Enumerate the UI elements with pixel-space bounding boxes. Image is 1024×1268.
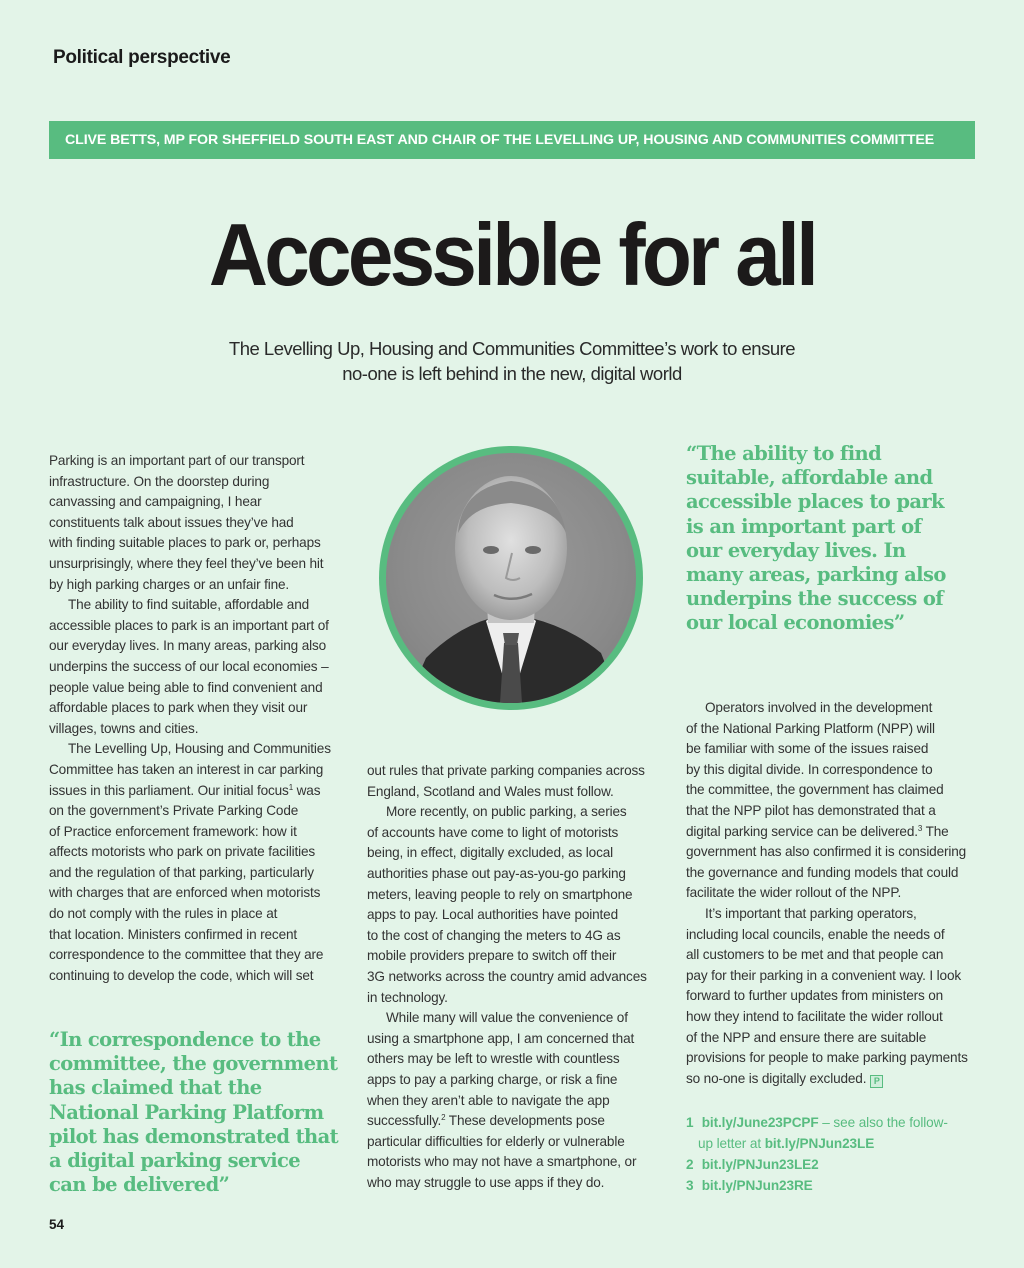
text-fragment: so no-one is digitally excluded. [686, 1070, 867, 1086]
text-line: that the NPP pilot has demonstrated that a [686, 802, 936, 818]
text-line: by high parking charges or an unfair fine. [49, 576, 290, 592]
text-line: the governance and funding models that could [686, 864, 959, 880]
footnote-1-continuation [686, 1133, 948, 1154]
footnote-number: 2 [686, 1157, 694, 1172]
text-line: being, in effect, digitally excluded, as local [367, 845, 613, 861]
text-fragment: These developments pose [445, 1113, 605, 1129]
text-line: mobile providers prepare to switch off their [367, 948, 617, 964]
footnote-3 [686, 1175, 948, 1196]
text-line: with finding suitable places to park or, perhaps [49, 535, 321, 551]
paragraph [367, 761, 667, 802]
text-line: do not comply with the rules in place at [49, 906, 278, 922]
standfirst-line: no-one is left behind in the new, digital world [342, 363, 682, 384]
text-line: of the National Parking Platform (NPP) will [686, 720, 935, 736]
text-line: apps to pay a parking charge, or risk a fine [367, 1071, 618, 1087]
text-fragment: successfully. [367, 1113, 442, 1129]
footnote-link[interactable]: bit.ly/PNJun23LE [764, 1136, 875, 1151]
text-line: affects motorists who park on private facilities [49, 844, 316, 860]
text-line: accessible places to park is an important part of [49, 617, 329, 633]
text-line [686, 1069, 986, 1090]
text-line: government has also confirmed it is considering [686, 844, 967, 860]
text-line: by this digital divide. In correspondence to [686, 761, 933, 777]
text-line: While many will value the convenience of [386, 1010, 628, 1026]
headline: Accessible for all [208, 205, 816, 304]
footnote-ref-2: 2 [441, 1113, 446, 1123]
text-line: people value being able to find convenient and [49, 679, 323, 695]
text-line: our everyday lives. In many areas, parking also [49, 638, 327, 654]
quote-line: a digital parking service [49, 1149, 301, 1173]
footnote-link[interactable]: bit.ly/June23PCPF [701, 1115, 819, 1130]
text-line: affordable places to park when they visit our [49, 700, 308, 716]
quote-line: has claimed that the [49, 1076, 262, 1100]
text-line: The ability to find suitable, affordable and [68, 597, 310, 613]
text-line [49, 781, 349, 802]
text-line: facilitate the wider rollout of the NPP. [686, 885, 902, 901]
footnote-ref-1: 1 [288, 782, 294, 792]
text-fragment: The [922, 823, 949, 839]
quote-line: committee, the government [49, 1052, 338, 1076]
quote-line: is an important part of [686, 514, 922, 538]
text-line: unsurprisingly, where they feel they’ve been hit [49, 555, 324, 571]
text-line: Committee has taken an interest in car parking [49, 761, 324, 777]
paragraph [49, 739, 349, 986]
section-label: Political perspective [53, 47, 231, 68]
text-line: when they aren’t able to navigate the app [367, 1092, 610, 1108]
article-column-3 [686, 698, 986, 1089]
byline-text: CLIVE BETTS, MP FOR SHEFFIELD SOUTH EAST AND CHAIR OF THE LEVELLING UP, HOUSING AND COMMUNITIES COMMITTEE [65, 132, 935, 148]
text-line: of accounts have come to light of motorists [367, 824, 619, 840]
text-line: motorists who may not have a smartphone, or [367, 1154, 637, 1170]
text-line: using a smartphone app, I am concerned that [367, 1030, 635, 1046]
parking-end-mark-icon: P [870, 1075, 883, 1088]
byline-banner [49, 121, 975, 159]
text-line: underpins the success of our local economies – [49, 658, 329, 674]
standfirst-line: The Levelling Up, Housing and Communities Committee’s work to ensure [228, 338, 796, 359]
paragraph [367, 1008, 667, 1193]
article-column-2 [367, 761, 667, 1193]
text-line: particular difficulties for elderly or vulnerable [367, 1133, 625, 1149]
footnote-text: – see also the follow- [818, 1115, 948, 1130]
text-line: Parking is an important part of our transport [49, 453, 305, 468]
standfirst [0, 336, 1024, 386]
text-line: with charges that are enforced when motorists [49, 885, 321, 901]
text-line: Operators involved in the development [705, 700, 933, 715]
text-line: all customers to be met and that people can [686, 947, 944, 963]
text-line: and the regulation of that parking, particularly [49, 864, 314, 880]
article-column-1 [49, 451, 349, 986]
portrait-photo [386, 453, 636, 703]
footnote-number: 1 [686, 1115, 694, 1130]
footnote-2 [686, 1154, 948, 1175]
text-line: It’s important that parking operators, [705, 905, 917, 921]
text-line [686, 822, 986, 843]
text-fragment: issues in this parliament. Our initial focus [49, 782, 289, 798]
text-line: meters, leaving people to rely on smartphone [367, 886, 633, 902]
quote-line: National Parking Platform [49, 1100, 324, 1124]
text-line: apps to pay. Local authorities have pointed [367, 907, 619, 923]
text-line [367, 1111, 667, 1132]
text-line: forward to further updates from ministers on [686, 988, 944, 1004]
text-line: continuing to develop the code, which will set [49, 967, 314, 983]
author-portrait [379, 446, 643, 710]
text-line: be familiar with some of the issues raised [686, 741, 929, 757]
text-line: 3G networks across the country amid advances [367, 968, 647, 984]
text-line: villages, towns and cities. [49, 720, 199, 736]
quote-line: can be delivered” [49, 1173, 230, 1197]
footnote-1 [686, 1112, 948, 1133]
person-portrait-icon [386, 453, 636, 703]
paragraph [686, 904, 986, 1089]
quote-line: many areas, parking also [686, 563, 946, 587]
paragraph [49, 595, 349, 739]
text-line: how they intend to facilitate the wider rollout [686, 1008, 943, 1024]
text-line: The Levelling Up, Housing and Communities [68, 741, 331, 757]
footnotes [686, 1112, 948, 1196]
footnote-number: 3 [686, 1178, 694, 1193]
text-line: provisions for people to make parking payments [686, 1050, 968, 1066]
footnote-ref-3: 3 [917, 823, 923, 833]
quote-line: “The ability to find [686, 442, 882, 465]
paragraph [49, 451, 349, 595]
text-line: of the NPP and ensure there are suitable [686, 1029, 927, 1045]
text-line: in technology. [367, 989, 448, 1005]
pull-quote [686, 442, 946, 636]
text-line: canvassing and campaigning, I hear [49, 494, 262, 510]
quote-line: pilot has demonstrated that [49, 1124, 339, 1148]
text-line: others may be left to wrestle with countless [367, 1051, 620, 1067]
quote-line: suitable, affordable and [686, 466, 933, 490]
text-line: to the cost of changing the meters to 4G as [367, 927, 621, 943]
footnote-link[interactable]: bit.ly/PNJun23RE [701, 1178, 813, 1193]
quote-line: underpins the success of [686, 587, 944, 611]
footnote-link[interactable]: bit.ly/PNJun23LE2 [701, 1157, 819, 1172]
text-line: out rules that private parking companies across [367, 763, 645, 778]
pull-quote [49, 1028, 338, 1197]
text-line: that location. Ministers confirmed in recent [49, 926, 298, 942]
text-line: of Practice enforcement framework: how it [49, 823, 297, 839]
page-number: 54 [49, 1217, 65, 1232]
text-line: England, Scotland and Wales must follow. [367, 783, 614, 799]
text-line: including local councils, enable the needs of [686, 926, 945, 942]
quote-line: our everyday lives. In [686, 538, 906, 562]
text-line: authorities phase out pay-as-you-go parking [367, 865, 626, 881]
paragraph [367, 802, 667, 1008]
text-line: infrastructure. On the doorstep during [49, 473, 270, 489]
footnote-text: up letter at [698, 1136, 765, 1151]
quote-line: our local economies” [686, 611, 905, 635]
text-fragment: digital parking service can be delivered. [686, 823, 918, 839]
text-line: on the government’s Private Parking Code [49, 803, 299, 819]
text-fragment: was [293, 782, 321, 798]
text-line: correspondence to the committee that they are [49, 947, 324, 963]
paragraph [686, 698, 986, 904]
quote-line: accessible places to park [686, 490, 944, 514]
text-line: the committee, the government has claimed [686, 782, 944, 798]
quote-line: “In correspondence to the [49, 1028, 321, 1051]
text-line: who may struggle to use apps if they do. [367, 1174, 605, 1190]
text-line: pay for their parking in a convenient way. I look [686, 967, 961, 983]
text-line: constituents talk about issues they’ve had [49, 514, 294, 530]
text-line: More recently, on public parking, a series [386, 804, 627, 820]
